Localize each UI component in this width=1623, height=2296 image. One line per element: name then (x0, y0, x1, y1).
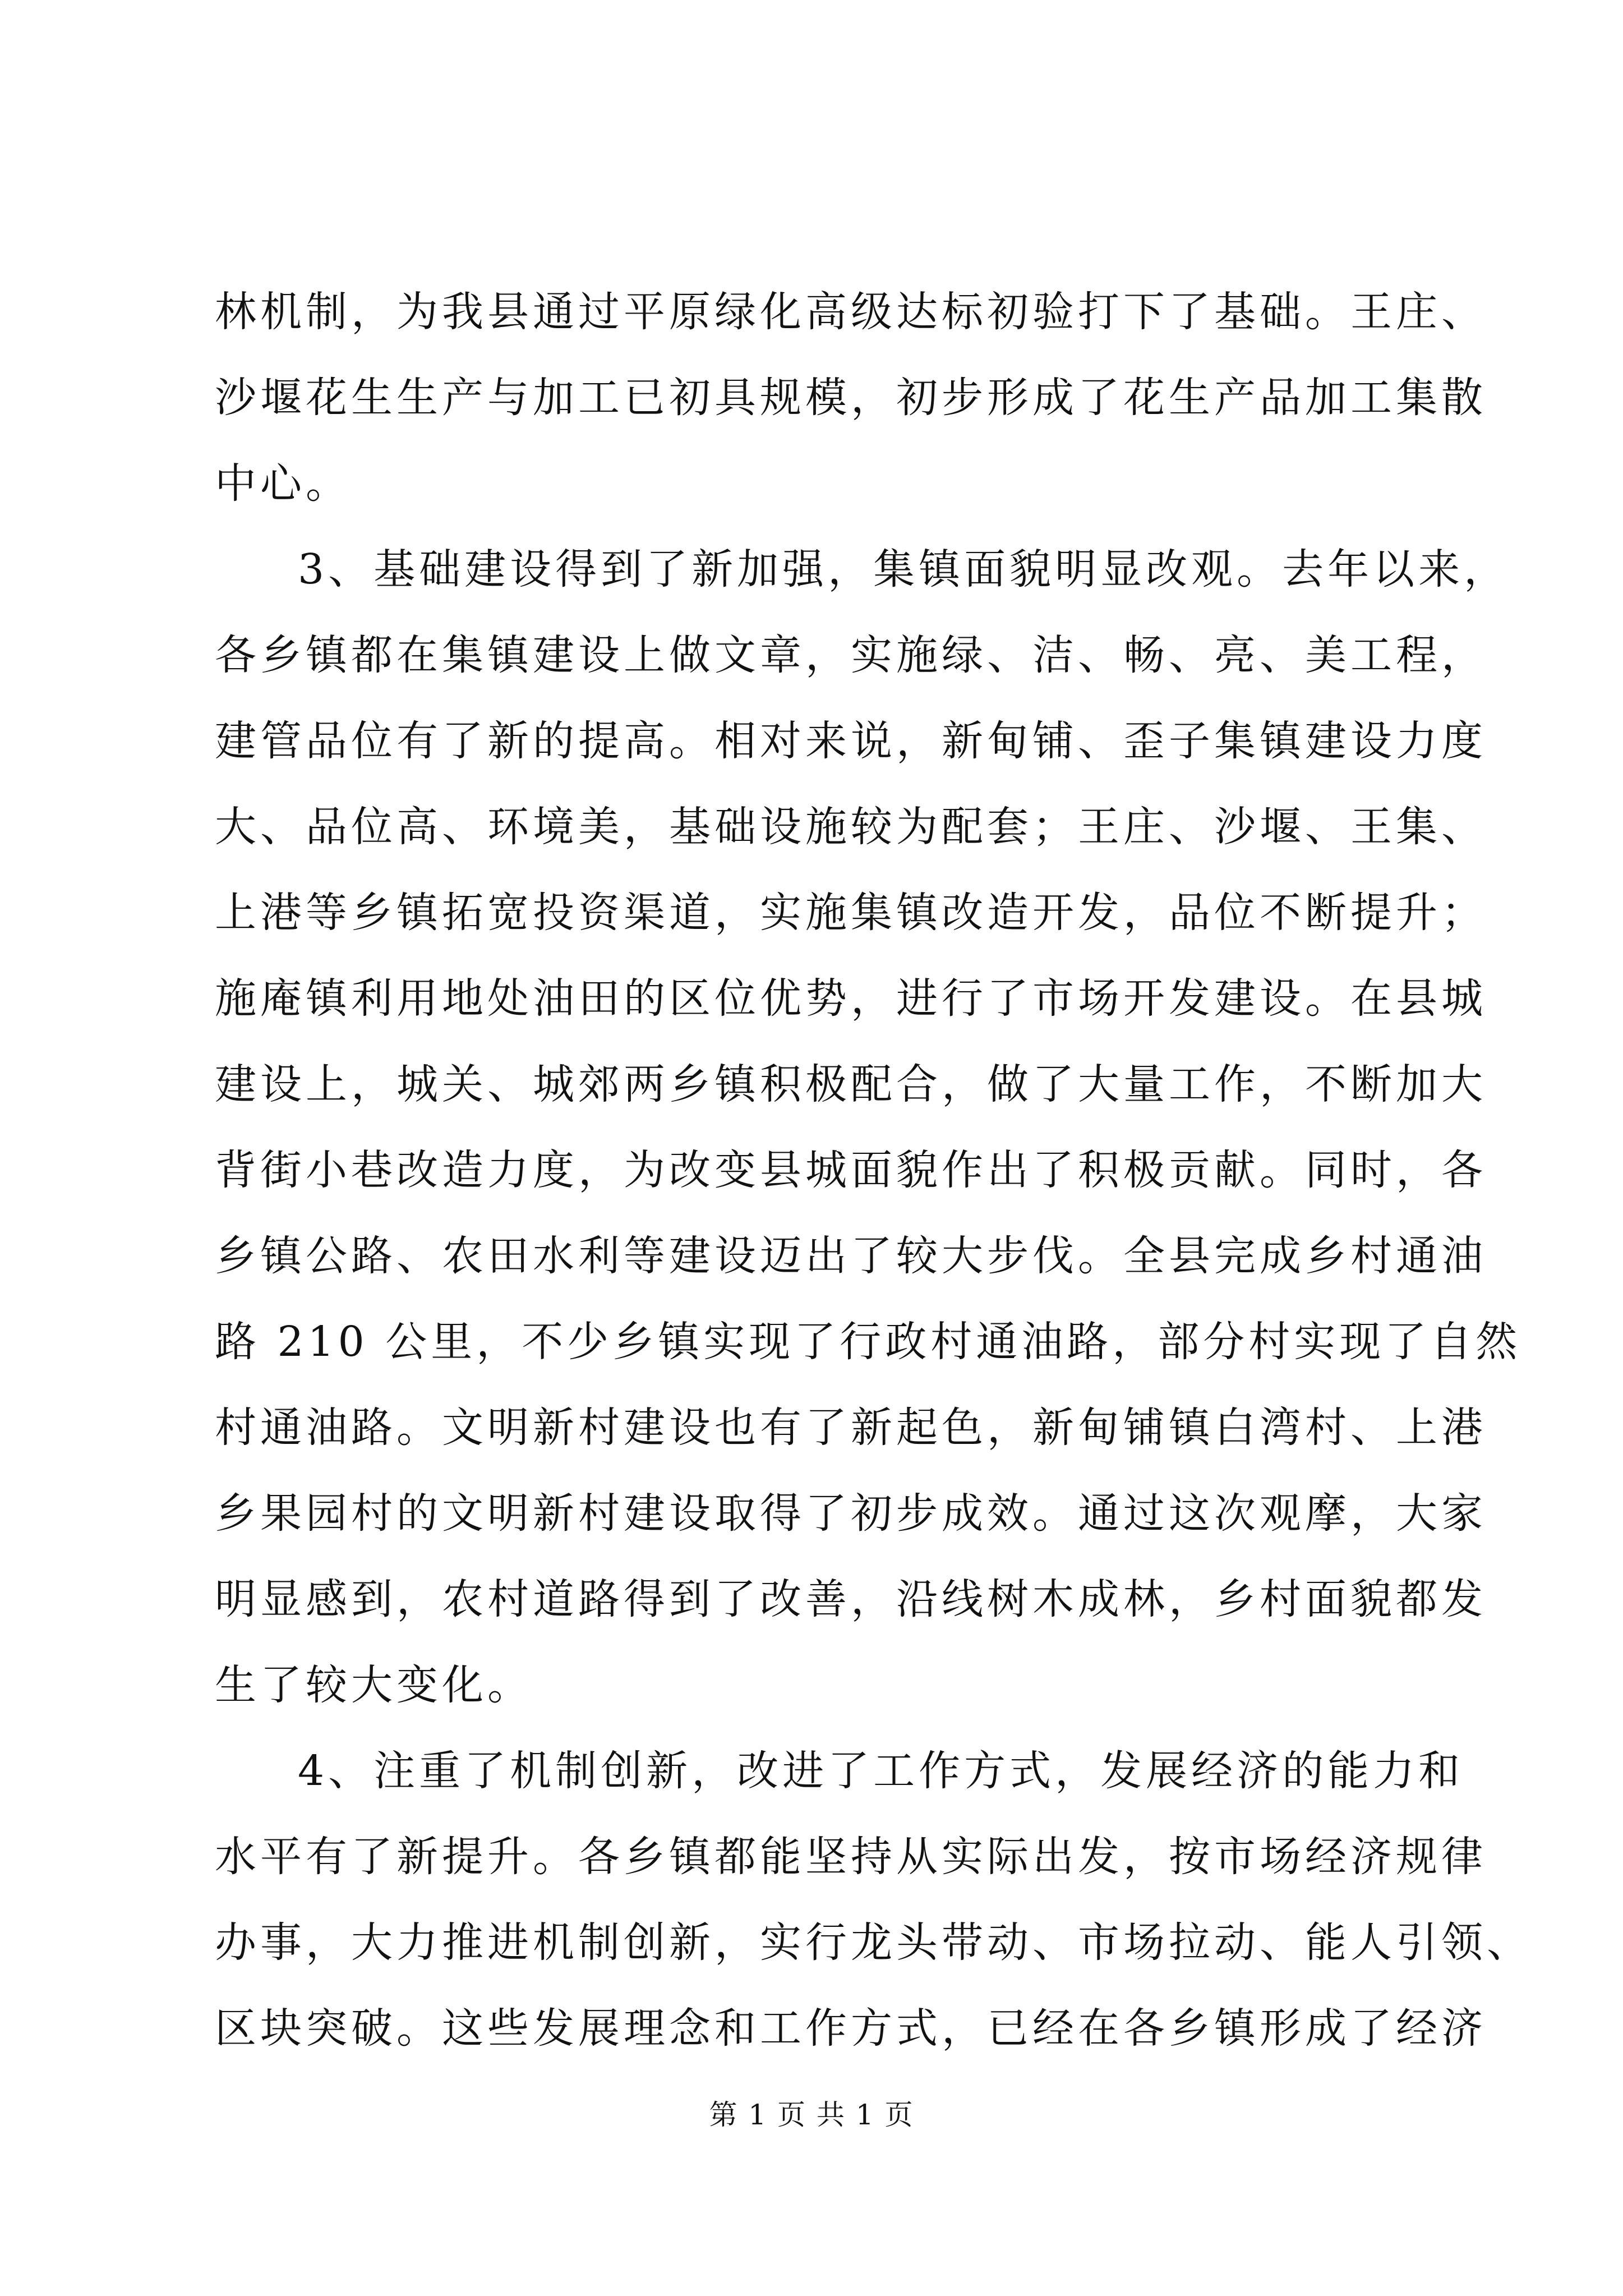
text-line: 上港等乡镇拓宽投资渠道，实施集镇改造开发，品位不断提升； (215, 889, 1487, 937)
text-line: 明显感到，农村道路得到了改善，沿线树木成林，乡村面貌都发 (215, 1575, 1487, 1623)
text-line: 沙堰花生生产与加工已初具规模，初步形成了花生产品加工集散 (215, 374, 1487, 422)
text-line: 村通油路。文明新村建设也有了新起色，新甸铺镇白湾村、上港 (215, 1404, 1487, 1452)
text-line: 办事，大力推进机制创新，实行龙头带动、市场拉动、能人引领、 (215, 1918, 1532, 1967)
body-text (215, 269, 1532, 2072)
paragraph-first-line: 3、基础建设得到了新加强，集镇面貌明显改观。去年以来， (298, 545, 1510, 593)
text-line: 建设上，城关、城郊两乡镇积极配合，做了大量工作，不断加大 (215, 1060, 1487, 1108)
text-line: 大、品位高、环境美，基础设施较为配套；王庄、沙堰、王集、 (215, 803, 1487, 851)
text-line: 乡果园村的文明新村建设取得了初步成效。通过这次观摩，大家 (215, 1489, 1487, 1538)
paragraph-first-line: 4、注重了机制创新，改进了工作方式，发展经济的能力和 (298, 1747, 1464, 1795)
text-line: 建管品位有了新的提高。相对来说，新甸铺、歪子集镇建设力度 (215, 717, 1487, 765)
text-line: 背街小巷改造力度，为改变县城面貌作出了积极贡献。同时，各 (215, 1146, 1487, 1194)
text-line: 路 210 公里，不少乡镇实现了行政村通油路，部分村实现了自然 (215, 1318, 1521, 1366)
text-line: 中心。 (215, 459, 351, 508)
page-footer: 第 1 页 共 1 页 (709, 2099, 914, 2131)
text-line: 施庵镇利用地处油田的区位优势，进行了市场开发建设。在县城 (215, 974, 1487, 1023)
text-line: 林机制，为我县通过平原绿化高级达标初验打下了基础。王庄、 (215, 288, 1487, 336)
text-line: 生了较大变化。 (215, 1661, 533, 1709)
text-line: 乡镇公路、农田水利等建设迈出了较大步伐。全县完成乡村通油 (215, 1232, 1487, 1280)
text-line: 各乡镇都在集镇建设上做文章，实施绿、洁、畅、亮、美工程， (215, 631, 1487, 679)
text-line: 区块突破。这些发展理念和工作方式，已经在各乡镇形成了经济 (215, 2004, 1487, 2053)
text-line: 水平有了新提升。各乡镇都能坚持从实际出发，按市场经济规律 (215, 1833, 1487, 1881)
